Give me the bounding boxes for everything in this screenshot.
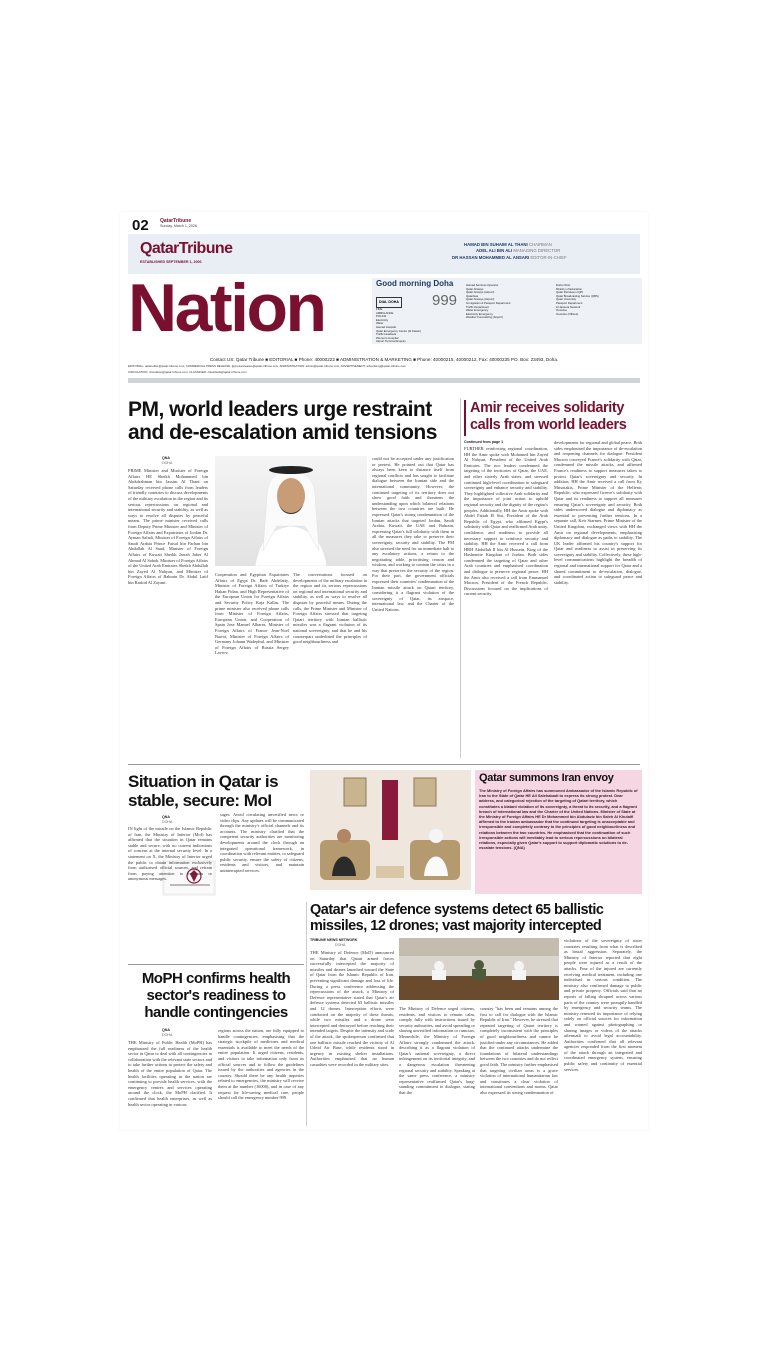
directory-entry: Qatar Airways (Airport) (466, 298, 495, 302)
situation-body-col2: sages. Avoid circulating unverified news or video clips. Any updates will be communicated through the ministry's official channels and its accounts. The ministry clarified that the competent security authorities are monitoring developments around the clock through an integrated operational framework, in coordination with relevant entities, to safeguard public security, ensure the safety of citizens, residents and visitors, and maintain uninterrupted services. (220, 812, 304, 873)
header-rule (128, 378, 640, 383)
pm-body-col3: The conversations focused on developments of the military escalation in the region and its serious repercussions on regional and international security and stability, as well as ways to resolve all disputes by peaceful means. During the calls, the Prime Minister and Minister of Foreign Affairs stressed that targeting Qatari territory with Iranian ballistic missiles was a flagrant violation of its national sovereignty, and that he and his counterpart underlined the principles of good neighbourliness and (293, 572, 367, 645)
brand-small: QatarTribune (160, 218, 192, 224)
moph-headline-line: sector's readiness to (146, 987, 286, 1004)
newspaper-page (120, 212, 648, 1130)
dial-doha-label: DIAL DOHA (376, 297, 402, 308)
directory-entry: Traffic Department (466, 305, 490, 309)
moph-body-col1: THE Ministry of Public Health (MoPH) has emphasised the full readiness of the health sector in Qatar to deal with all contingencies in collaboration with the relevant state sectors and to take further actions to protect the safety and health of the entire population of Qatar. The health facilities operating in the nation are continuing to provide health services, with the emergency centres and services operating around the clock, the MoPH clarified. It confirmed that health enterprises, as well as health sector operating in various (128, 1040, 212, 1107)
situation-body-col1: IN light of the missile on the Islamic Republic of Iran, the Ministry of Interior (MoI) has affirmed that the situation in Qatar remains stable and secure, with no current indications of concern at the internal security level. In a statement on X, the Ministry of Interior urged the public to obtain information exclusively from authorised official sources, and refrain from paying attention to rumours or anonymous messages. (128, 826, 212, 882)
directory-col-3 (556, 284, 640, 316)
situation-byline: QNA (162, 815, 170, 819)
situation-headline-line: Situation in Qatar is (128, 772, 279, 791)
directory-entry: Qatar Broadcasting Service (QBS) (556, 294, 599, 298)
directory-entry: Hamad Hospital (376, 325, 396, 329)
pm-headline-line: and de-escalation amid tensions (128, 421, 437, 444)
column-divider (306, 902, 307, 1126)
air-defence-byline: TRIBUNE NEWS NETWORK (310, 938, 358, 942)
directory-entry: Qatar Emergency Centre (Al Kawar) (376, 329, 421, 333)
directory-entry: Doha Clinic (556, 284, 571, 287)
situation-dateline: DOHA (162, 820, 173, 824)
moph-headline-line: handle contingencies (144, 1004, 288, 1021)
air-defence-dateline: DOHA (335, 943, 346, 947)
directory-entry: Ooredoo (556, 309, 567, 313)
directory-entry: Electricity (376, 318, 388, 322)
air-defence-body-col1: THE Ministry of Defence (MoD) announced on Saturday that Qatari armed forces successfully intercepted the majority of missiles and drones launched toward the State of Qatar from the Islamic Republic of Iran, preventing significant damage and loss of life. During a press conference addressing the repercussions of the attack, a Ministry of Defence representative stated that Qatar's air defence systems detected 65 ballistic missiles and 12 drones. Interception efforts were conducted on the majority of these threats, while two missiles and a drone were intercepted and destroyed before reaching their intended targets. Despite the intensity and scale of the attack, the spokesperson confirmed that one ballistic missile reached the vicinity of Al Udeid Air Base, while residents stood in urgency in existing shelter installations. Authorities emphasised that no human casualties were recorded in the military sites. (310, 950, 394, 1067)
directory-entry: Qatar University (556, 298, 577, 302)
directory-entry: QatarGas (466, 294, 479, 298)
directory-entry: Traffic Headsets (376, 333, 397, 337)
directory-entry: POLICE (376, 315, 387, 319)
air-defence-headline-line: missiles, 12 drones; vast majority intercepted (310, 918, 602, 934)
masthead-name: DR HASSAN MOHAMMED AL ANSARI (452, 254, 530, 260)
directory-col-2 (466, 284, 550, 320)
press-conference-photo (399, 938, 559, 1000)
directory-col-1 (376, 308, 460, 344)
date: Sunday, March 1, 2026 (160, 224, 197, 228)
directory-entry: Weather Forecasting (Airport) (466, 316, 503, 320)
situation-headline (128, 772, 303, 810)
situation-headline-line: stable, secure: MoI (128, 791, 272, 810)
air-defence-body-col2: The Ministry of Defence urged citizens, residents, and visitors to remain calm, comply fully with instructions issued by security authorities, and avoid spreading or sharing unverified information or rumours. Meanwhile, the Ministry of Foreign Affairs strongly condemned the attack, describing it as a flagrant violation of Qatar's national sovereignty, a direct infringement on its territorial integrity, and a dangerous escalation threatening regional security and stability. Speaking at the same press conference, a ministry representative reaffirmed Qatar's long-standing commitment to dialogue, stating that the (399, 1006, 475, 1095)
moph-dateline: DOHA (162, 1033, 173, 1037)
directory-entry: Hamad Services Operator (466, 284, 499, 287)
emergency-number: 999 (432, 292, 458, 309)
amir-continued: Continued from page 1 (464, 440, 504, 444)
greeting: Good morning Doha (376, 279, 454, 288)
moph-byline: QNA (162, 1028, 170, 1032)
directory-entry: Passport Department (556, 301, 583, 305)
envoy-body: The Ministry of Foreign Affairs has summoned Ambassador of the Islamic Republic of Iran to the State of Qatar HE Ali Salehabadi to express its strong protest. Dear address, and categorical rejection of the targeting of Qatari territory, which constitutes a blatant violation of its sovereignty, a threat to its security, and a flagrant breach of international law and the Charter of the United Nations. Minister of State at the Ministry of Foreign Affairs HE Dr Mohammed bin Abdulaziz bin Saleh Al Khulaifi affirmed to the Iranian ambassador that the continued targeting is unacceptable and irresponsible and completely contrary to the principles of good neighbourliness and relations between the two countries. He emphasised that the continuation of such irresponsible actions will inevitably lead to serious repercussions on bilateral relations, especially given Qatar's support to support diplomatic solutions to de-escalate tensions. (QNA) (479, 788, 638, 851)
directory-entry: Women's Hospital (376, 336, 399, 340)
pm-body-col4: could not be accepted under any justification or pretext. He pointed out that Qatar has always been keen to distance itself from regional conflicts and has sought to facilitate dialogue between the Iranian side and the international community. However, the continued targeting of its territory does not show good faith and threatens the understanding upon which bilateral relations between the two countries are built. He expressed Qatar's strong condemnation of the Iranian attacks that targeted Jordan, Saudi Arabia, Kuwait, the UAE and Bahrain, expressing Qatar's full solidarity with them in all the measures they take to preserve their sovereignty, security and stability. The PM also stressed the need for an immediate halt to any escalatory actions, a return to the negotiating table, prioritising reason and wisdom, and working to contain the crisis in a way that preserves the security of the region. For their part, the government officials expressed their countries' condemnation of the Iranian missile attack on Qatari territory, considering it a flagrant violation of the sovereignty of Qatar, its airspace, international law, and the Charter of the United Nations. (372, 456, 454, 613)
moph-headline (128, 970, 304, 1021)
pm-body-col2: Cooperation and Egyptian Expatriates Affairs of Egypt Dr. Badr Abdelatty, Minister of Foreign Affairs of Turkiye Hakan Fidan, and High Representative of the European Union for Foreign Affairs and Security Policy Kaja Kallas. The prime minister also received phone calls from Minister of Foreign Affairs, European Union, and Cooperation of Spain Jose Manuel Albares, Minister of Foreign Affairs of France Jean-Noel Barrot, Minister of Foreign Affairs of Germany Johann Wadephul, and Minister of Foreign Affairs of Russia Sergey Lavrov. (215, 572, 289, 656)
pm-portrait-graphic (215, 456, 367, 566)
directory-entry: Airport Terminal Enquiry (376, 340, 406, 344)
pm-body-col1: PRIME Minister and Minister of Foreign Affairs HE Sheikh Mohammed bin Abdulrahman bin Jassim Al Thani on Saturday received phone calls from leaders of friendly countries to discuss developments of the military escalation in the region and its serious repercussions on regional and international security and stability, as well as ways to resolve all disputes by peaceful means. The prime minister received calls from Deputy Prime Minister and Minister of Foreign Affairs and Expatriates of Jordan Dr. Ayman Safadi, Minister of Foreign Affairs of Saudi Arabia Prince Faisal bin Farhan bin Abdullah Al Saud, Minister of Foreign Affairs of Kuwait Sheikh Jarrah Jaber Al Ahmad Al Sabah, Minister of Foreign Affairs of the United Arab Emirates Sheikh Abdullah bin Zayed Al Nahyan, and Minister of Foreign Affairs of Bahrain Dr. Abdul Latif bin Rashid Al Zayani. (128, 468, 208, 585)
amir-body-col1: FURTHER reinforcing regional coordination, HH the Amir spoke with Mohamed bin Zayed Al Nahyan, President of the United Arab Emirates. The two leaders condemned the targeting of the territories of Qatar, the UAE, and other sisterly Arab states, and stressed continued high-level coordination to safeguard sovereignty and enhance security and stability. They highlighted collective Arab solidarity and the importance of joint action to uphold regional security and the dignity of the region's peoples. Additionally, HH the Amir spoke with Abdel Fattah El Sisi, President of the Arab Republic of Egypt, who affirmed Egypt's solidarity with Qatar and reaffirmed Arab unity, confidence, and readiness to provide all necessary support to reinforce security and stability. HH the Amir received a call from HRH Abdullah II bin Al Hussein, King of the Hashemite Kingdom of Jordan. Both sides condemned the targeting of Qatar and other Arab countries and emphasised coordination and dialogue to preserve regional peace. HH the Amir also received a call from Emmanuel Macron, President of the French Republic. Discussions focused on the implications of current security (464, 446, 548, 597)
pm-headline-line: PM, world leaders urge restraint (128, 398, 432, 421)
air-defence-headline (310, 902, 645, 934)
directory-entry: Al Jazeera Network (556, 305, 581, 309)
envoy-headline: Qatar summons Iran envoy (479, 772, 614, 784)
pm-photo (215, 456, 367, 566)
masthead-list (452, 242, 567, 261)
directory-entry: Qatar Petroleum (QP) (556, 291, 584, 295)
contact-line-3: CIRCULATION: circulation@qatar-tribune.com, CLASSIFIED: classifieds@qatar-tribune.com (128, 370, 247, 374)
directory-entry: Qatar Airways (466, 287, 484, 291)
directory-entry: Ministry of Education (556, 287, 582, 291)
directory-entry: Ooredoo (Offices) (556, 312, 579, 316)
amir-headline-line: Amir receives solidarity (470, 400, 625, 416)
directory-entry: Electricity Emergency (466, 312, 493, 316)
directory-entry: Water (376, 322, 384, 326)
pm-dateline: DOHA (162, 461, 173, 465)
page-number: 02 (132, 217, 149, 234)
directory-entry: Water Emergency (466, 309, 489, 313)
amir-headline (470, 400, 642, 434)
masthead-role: CHAIRMAN (528, 242, 552, 247)
pm-headline (128, 398, 463, 444)
moph-headline-line: MoPH confirms health (141, 970, 291, 987)
pm-byline: QNA (162, 456, 170, 460)
section-title: Nation (128, 270, 325, 346)
section-rule (128, 764, 640, 765)
press-conference-graphic (399, 938, 559, 1000)
masthead-name: HAMAD BIN SUHAIM AL THANI (464, 242, 528, 247)
air-defence-body-col3: country "has been and remains among the first to call for dialogue with the Islamic Republic of Iran." However, he stressed that repeated targeting of Qatari territory is completely inconsistent with the principles of good neighbourliness and cannot be justified under any circumstances. He added that the continued attacks undermine the foundations of bilateral understandings between the two countries and do not reflect good faith. The ministry further emphasised that targeting civilian areas is a grave violation of international humanitarian law and constitutes a clear violation of international conventions and norms. Qatar also expressed its strong condemnation of (480, 1006, 558, 1095)
directory-entry: Qatar Airways (Airport) (466, 291, 495, 295)
established: ESTABLISHED SEPTEMBER 1, 2006 (140, 260, 202, 264)
column-divider (460, 398, 461, 758)
air-defence-body-col4: violations of the sovereignty of sister countries resulting from what is described as brutal aggression. Separately, the Ministry of Interior reported that eight people were injured as a result of the attacks. Four of the injured are currently receiving medical treatment, including one individual in serious condition. The ministry also confirmed damage to public and private property. Officials said that no reports of falling shrapnel across various parts of the country were promptly handled by emergency and security teams. The ministry renewed its importance of relying solely on official sources for information and warned against photographing or sharing images or videos of the attacks aftermath to avoid legal accountability. Authorities confirmed that all relevant agencies responded from the first moment of the attack through an integrated and coordinated emergency system, ensuring public safety and continuity of essential services. (564, 938, 642, 1072)
directory-entry: AMBULANCE (376, 311, 394, 315)
masthead-role: MANAGING DIRECTOR (513, 248, 561, 254)
directory-entry: Immigration & Passport Department (466, 301, 511, 305)
envoy-meeting-graphic (310, 770, 471, 890)
envoy-photo (310, 770, 471, 890)
masthead-role: EDITOR-IN-CHIEF (530, 254, 567, 260)
contact-line: Contact US: Qatar Tribune ■ EDITORIAL ■ Phone: 40000222 ■ ADMINISTRATION & MARKETING ■ Phone: 40000215, 40000212, Fax: 40000235 PO. Box: 23493, Doha. (209, 357, 559, 362)
logo: QatarTribune (140, 240, 233, 257)
air-defence-headline-line: Qatar's air defence systems detect 65 ballistic (310, 902, 604, 918)
moph-body-col2: regions across the nation, are fully equipped to handle contingencies, emphasising that the strategic stockpile of medicines and medical essentials is available to meet the needs of the entire population. It urged citizens, residents, and visitors to take information only from its official sources and to follow the guidelines issued by the authorities and agencies in the country. Should there be any health inquiries related to emergencies, the ministry will receive them at the number (16000), and in case of any request for life-saving medical care, people should call the emergency number 999. (218, 1028, 304, 1101)
amir-body-col2: developments for regional and global peace. Both sides emphasised the importance of de-escalation and reopening channels for dialogue. President Macron conveyed France's solidarity with Qatar, condemned the missile attacks, and affirmed France's readiness to support measures taken to protect Qatar's sovereignty and security. In addition, HH the Amir received a call from Ky Mitsotakis, Prime Minister of the Hellenic Republic, who expressed Greece's solidarity with Qatar and its readiness to support all measures ensuring Qatar's sovereignty and security. Both sides underscored dialogue and diplomacy as essential to preventing further tensions. In a separate call, Keir Starmer, Prime Minister of the United Kingdom, exchanged views with HH the Amir on regional developments, emphasising diplomacy and dialogue as paths to stability. The UK leader affirmed his country's support for Qatar and readiness to assist in preserving its sovereignty and stability. Collectively, these high-level communications highlight the breadth of regional and international support for Qatar and a shared commitment to de-escalation, dialogue, and coordinated action to safeguard peace and stability. (554, 440, 642, 585)
masthead-name: ADEL ALI BIN ALI (476, 248, 513, 254)
amir-headline-line: calls from world leaders (470, 417, 627, 433)
moph-rule (128, 964, 304, 965)
contact-line-2: EDITORIAL: qatareditor@qatar-tribune.com, COMMERCIAL PRESS RELEASE: @pressreleases@qatar-tribune.com, ADMINISTRATION: admin@qatar-tribune.com, ADVERTISEMENT: advertising@qatar-tribune.com (128, 364, 407, 368)
directory-entry: FIRE (376, 308, 383, 311)
amir-accent-bar (464, 400, 466, 436)
